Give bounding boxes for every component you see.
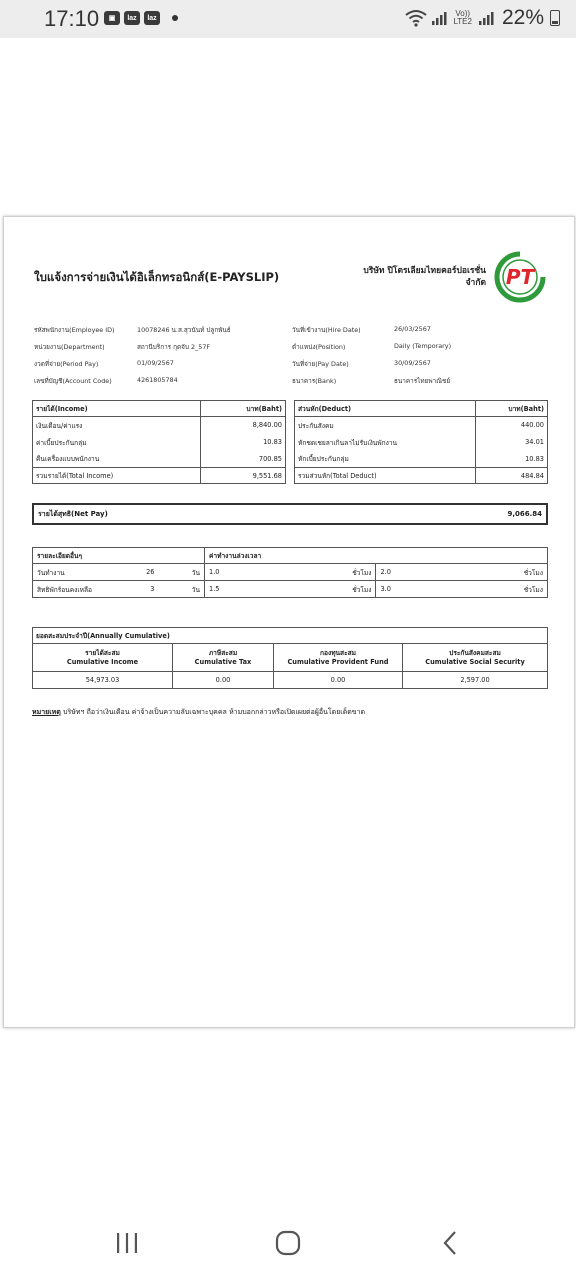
hire-date-label: วันที่เข้างาน(Hire Date) xyxy=(292,326,361,334)
home-icon xyxy=(268,1228,308,1258)
wifi-icon xyxy=(405,9,427,27)
battery-icon xyxy=(550,10,560,26)
position-label: ตำแหน่ง(Position) xyxy=(292,343,346,351)
cumulative-tax-value: 0.00 xyxy=(173,672,274,689)
pt-logo-icon xyxy=(494,251,546,303)
deduct-total-label: รวมส่วนหัก(Total Deduct) xyxy=(295,468,476,484)
details-header-right: ค่าทำงานล่วงเวลา xyxy=(205,548,548,564)
deduct-header-unit: บาท(Baht) xyxy=(475,401,547,417)
payslip-title: ใบแจ้งการจ่ายเงินได้อิเล็กทรอนิกส์(E-PAYSLIP) xyxy=(34,270,280,284)
lazada-icon: laz xyxy=(124,11,140,25)
table-row: ประกันสังคม 440.00 xyxy=(295,417,548,434)
net-pay-label: รายได้สุทธิ(Net Pay) xyxy=(38,509,108,518)
employee-id-value: 10078246 น.ส.สุวนันท์ ปลูกพันธ์ xyxy=(137,326,231,334)
hire-date-value: 26/03/2567 xyxy=(394,325,431,333)
volte-indicator: Vo)) LTE2 xyxy=(453,9,472,26)
cumulative-title-row xyxy=(33,628,548,644)
pay-date-value: 30/09/2567 xyxy=(394,359,431,367)
table-row: หักชดเชยลาเกินลาไม่รับเงินพักงาน 34.01 xyxy=(295,434,548,451)
company-name: บริษัท ปิโตรเลียมไทยคอร์ปอเรชั่น จำกัด xyxy=(363,266,486,288)
account-code-label: เลขที่บัญชี(Account Code) xyxy=(34,377,112,385)
deduct-total-row xyxy=(295,468,548,484)
deduct-total-amount: 484.84 xyxy=(475,468,547,484)
clock: 17:10 xyxy=(44,6,100,31)
deduct-header-row xyxy=(295,401,548,417)
notification-icons xyxy=(104,11,178,25)
position-value: Daily (Temporary) xyxy=(394,342,452,350)
period-pay-label: งวดที่จ่าย(Period Pay) xyxy=(34,360,99,368)
battery-percent: 22% xyxy=(501,6,544,29)
table-row: สิทธิพักร้อนคงเหลือ 3 วัน 1.5 ชั่วโมง 3.0 ชั่วโมง xyxy=(33,581,548,598)
recent-apps-button[interactable] xyxy=(107,1228,147,1258)
net-pay-amount: 9,066.84 xyxy=(507,510,542,518)
income-total-label: รวมรายได้(Total Income) xyxy=(33,468,201,484)
cumulative-header-row: รายได้สะสม Cumulative Income ภาษีสะสม Cumulative Tax กองทุนสะสม Cumulative Provident Fund ประกันสังคมสะสม Cumulative Social Security xyxy=(33,644,548,672)
footnote-label: หมายเหตุ xyxy=(32,708,61,716)
deduct-header-label: ส่วนหัก(Deduct) xyxy=(295,401,476,417)
cumulative-provident-fund-value: 0.00 xyxy=(274,672,403,689)
details-header-row xyxy=(33,548,548,564)
back-button[interactable] xyxy=(430,1228,470,1258)
bank-value: ธนาคารไทยพาณิชย์ xyxy=(394,377,451,385)
department-value: สถานีบริการ กุดจับ 2_57F xyxy=(137,343,211,351)
footnote-text: บริษัทฯ ถือว่าเงินเดือน ค่าจ้างเป็นความลับเฉพาะบุคคล ห้ามบอกกล่าวหรือเปิดเผยต่อผู้อื่นโดยเด็ดขาด xyxy=(63,708,366,716)
table-row: คืนเครื่องแบบพนักงาน 700.85 xyxy=(33,451,286,468)
recent-apps-icon xyxy=(107,1228,147,1258)
footnote xyxy=(32,707,365,718)
gallery-icon: ▣ xyxy=(104,11,120,25)
status-bar xyxy=(0,0,576,38)
svg-text:PT: PT xyxy=(505,265,535,289)
income-total-row xyxy=(33,468,286,484)
employee-id-label: รหัสพนักงาน(Employee ID) xyxy=(34,326,115,334)
home-button[interactable] xyxy=(268,1228,308,1258)
cumulative-values-row xyxy=(33,672,548,689)
bank-label: ธนาคาร(Bank) xyxy=(292,377,337,385)
other-details-table xyxy=(32,547,548,598)
net-pay-box xyxy=(32,503,548,525)
back-icon xyxy=(430,1228,470,1258)
system-icons xyxy=(405,6,560,30)
signal-icon-2 xyxy=(478,10,494,26)
income-table xyxy=(32,400,286,484)
payslip-document xyxy=(3,216,575,1028)
account-code-value: 4261805784 xyxy=(137,376,178,384)
signal-icon xyxy=(431,10,447,26)
income-header-row xyxy=(33,401,286,417)
deduct-table xyxy=(294,400,548,484)
navigation-bar xyxy=(0,1200,576,1280)
table-row: วันทำงาน 26 วัน 1.0 ชั่วโมง 2.0 ชั่วโมง xyxy=(33,564,548,581)
more-notifications-dot-icon xyxy=(172,15,178,21)
lazada-icon: laz xyxy=(144,11,160,25)
cumulative-social-security-value: 2,597.00 xyxy=(403,672,548,689)
cumulative-title: ยอดสะสมประจำปี(Annually Cumulative) xyxy=(33,628,548,644)
department-label: หน่วยงาน(Department) xyxy=(34,343,105,351)
annual-cumulative-table xyxy=(32,627,548,689)
period-pay-value: 01/09/2567 xyxy=(137,359,174,367)
table-row: เงินเดือน/ค่าแรง 8,840.00 xyxy=(33,417,286,434)
table-row: ค่าเบี้ยประกันกลุ่ม 10.83 xyxy=(33,434,286,451)
details-header-left: รายละเอียดอื่นๆ xyxy=(33,548,205,564)
income-header-label: รายได้(Income) xyxy=(33,401,201,417)
income-header-unit: บาท(Baht) xyxy=(201,401,286,417)
table-row: หักเบี้ยประกันกลุ่ม 10.83 xyxy=(295,451,548,468)
income-total-amount: 9,551.68 xyxy=(201,468,286,484)
pay-date-label: วันที่จ่าย(Pay Date) xyxy=(292,360,349,368)
cumulative-income-value: 54,973.03 xyxy=(33,672,173,689)
